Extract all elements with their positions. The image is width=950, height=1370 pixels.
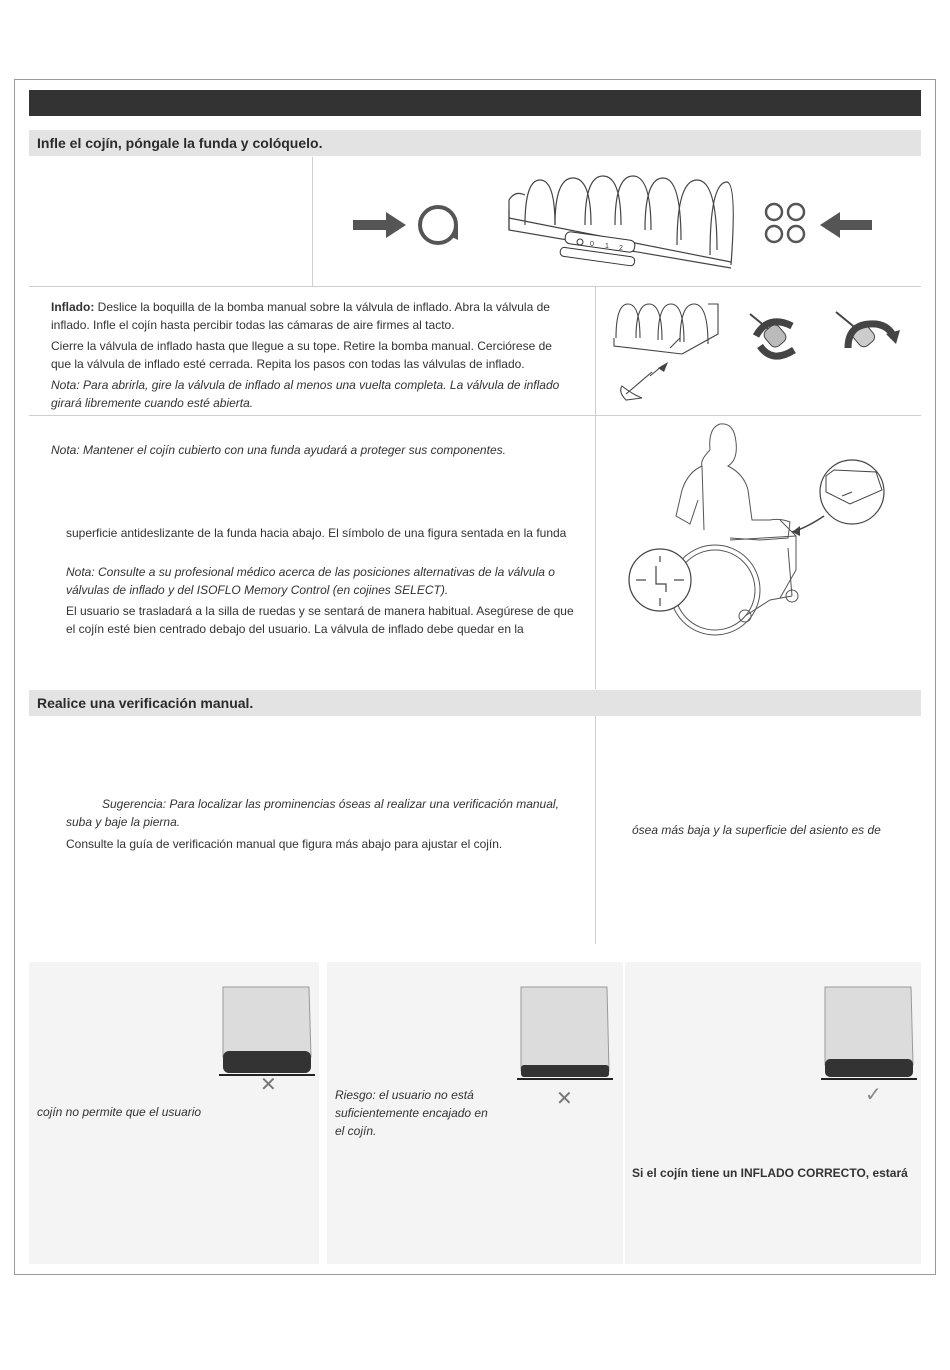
divider bbox=[29, 286, 921, 287]
panel-overinflated-text: cojín no permite que el usuario bbox=[37, 1105, 202, 1119]
panel-underinflated-text: Riesgo: el usuario no está suficientemente encajado en el cojín. bbox=[335, 1088, 488, 1138]
handcheck-measure-text: ósea más baja y la superficie del asiento es de bbox=[632, 823, 881, 837]
valve-illustration bbox=[612, 298, 922, 410]
valve-label: 2 bbox=[619, 245, 623, 252]
cover-note: Nota: Mantener el cojín cubierto con una funda ayudará a proteger sus componentes. bbox=[51, 443, 506, 457]
valve-label: 1 bbox=[605, 243, 609, 250]
title-bar bbox=[29, 90, 921, 116]
inflation-label: Inflado: bbox=[51, 300, 95, 314]
inflation-close-paragraph: Cierre la válvula de inflado hasta que llegue a su tope. Retire la bomba manual. Cerciórese de que la válvula de inflado esté cerrada. Repita los pasos con todas las válvulas de inflado. bbox=[51, 339, 552, 371]
section-heading-inflate: Infle el cojín, póngale la funda y colóquelo. bbox=[29, 130, 921, 156]
inflation-paragraph bbox=[51, 298, 571, 334]
incorrect-mark-icon: ✕ bbox=[260, 1074, 277, 1096]
panel-correct bbox=[625, 962, 921, 1264]
seated-figure-illustration bbox=[517, 987, 617, 1087]
panel-underinflated bbox=[327, 962, 623, 1264]
valve-label: 0 bbox=[590, 241, 594, 248]
cushion-illustration bbox=[505, 170, 735, 280]
divider bbox=[595, 287, 596, 689]
inflation-text: Deslice la boquilla de la bomba manual sobre la válvula de inflado. Abra la válvula de inflado. Infle el cojín hasta percibir todas las cámaras de aire firmes al tacto. bbox=[51, 300, 550, 332]
handcheck-guide: Consulte la guía de verificación manual que figura más abajo para ajustar el cojín. bbox=[66, 837, 503, 851]
panel-overinflated bbox=[29, 962, 319, 1264]
incorrect-mark-icon: ✕ bbox=[556, 1088, 573, 1110]
section-heading-handcheck: Realice una verificación manual. bbox=[29, 690, 921, 716]
wheelchair-user-illustration bbox=[620, 420, 920, 635]
cover-placement-line: superficie antideslizante de la funda hacia abajo. El símbolo de una figura sentada en la funda bbox=[66, 526, 567, 540]
divider bbox=[29, 415, 921, 416]
correct-mark-icon: ✓ bbox=[865, 1084, 882, 1106]
divider bbox=[312, 157, 313, 287]
seated-figure-illustration bbox=[821, 987, 921, 1087]
inflation-note: Nota: Para abrirla, gire la válvula de inflado al menos una vuelta completa. La válvula de inflado girará libremente cuando esté abierta. bbox=[51, 378, 560, 410]
panel-correct-text: Si el cojín tiene un INFLADO CORRECTO, estará bbox=[632, 1166, 908, 1180]
transfer-paragraph: El usuario se trasladará a la silla de ruedas y se sentará de manera habitual. Asegúrese de que el cojín esté bien centrado debajo del usuario. La válvula de inflado debe quedar en la bbox=[66, 604, 574, 636]
handcheck-tip: Sugerencia: Para localizar las prominencias óseas al realizar una verificación manual, suba y baje la pierna. bbox=[66, 797, 559, 829]
valve-position-note: Nota: Consulte a su profesional médico acerca de las posiciones alternativas de la válvula o válvulas de inflado y del ISOFLO Memory Control (en cojines SELECT). bbox=[66, 565, 555, 597]
deflate-arrow-icon bbox=[762, 198, 882, 248]
inflate-arrow-icon bbox=[350, 198, 470, 248]
divider bbox=[595, 716, 596, 944]
